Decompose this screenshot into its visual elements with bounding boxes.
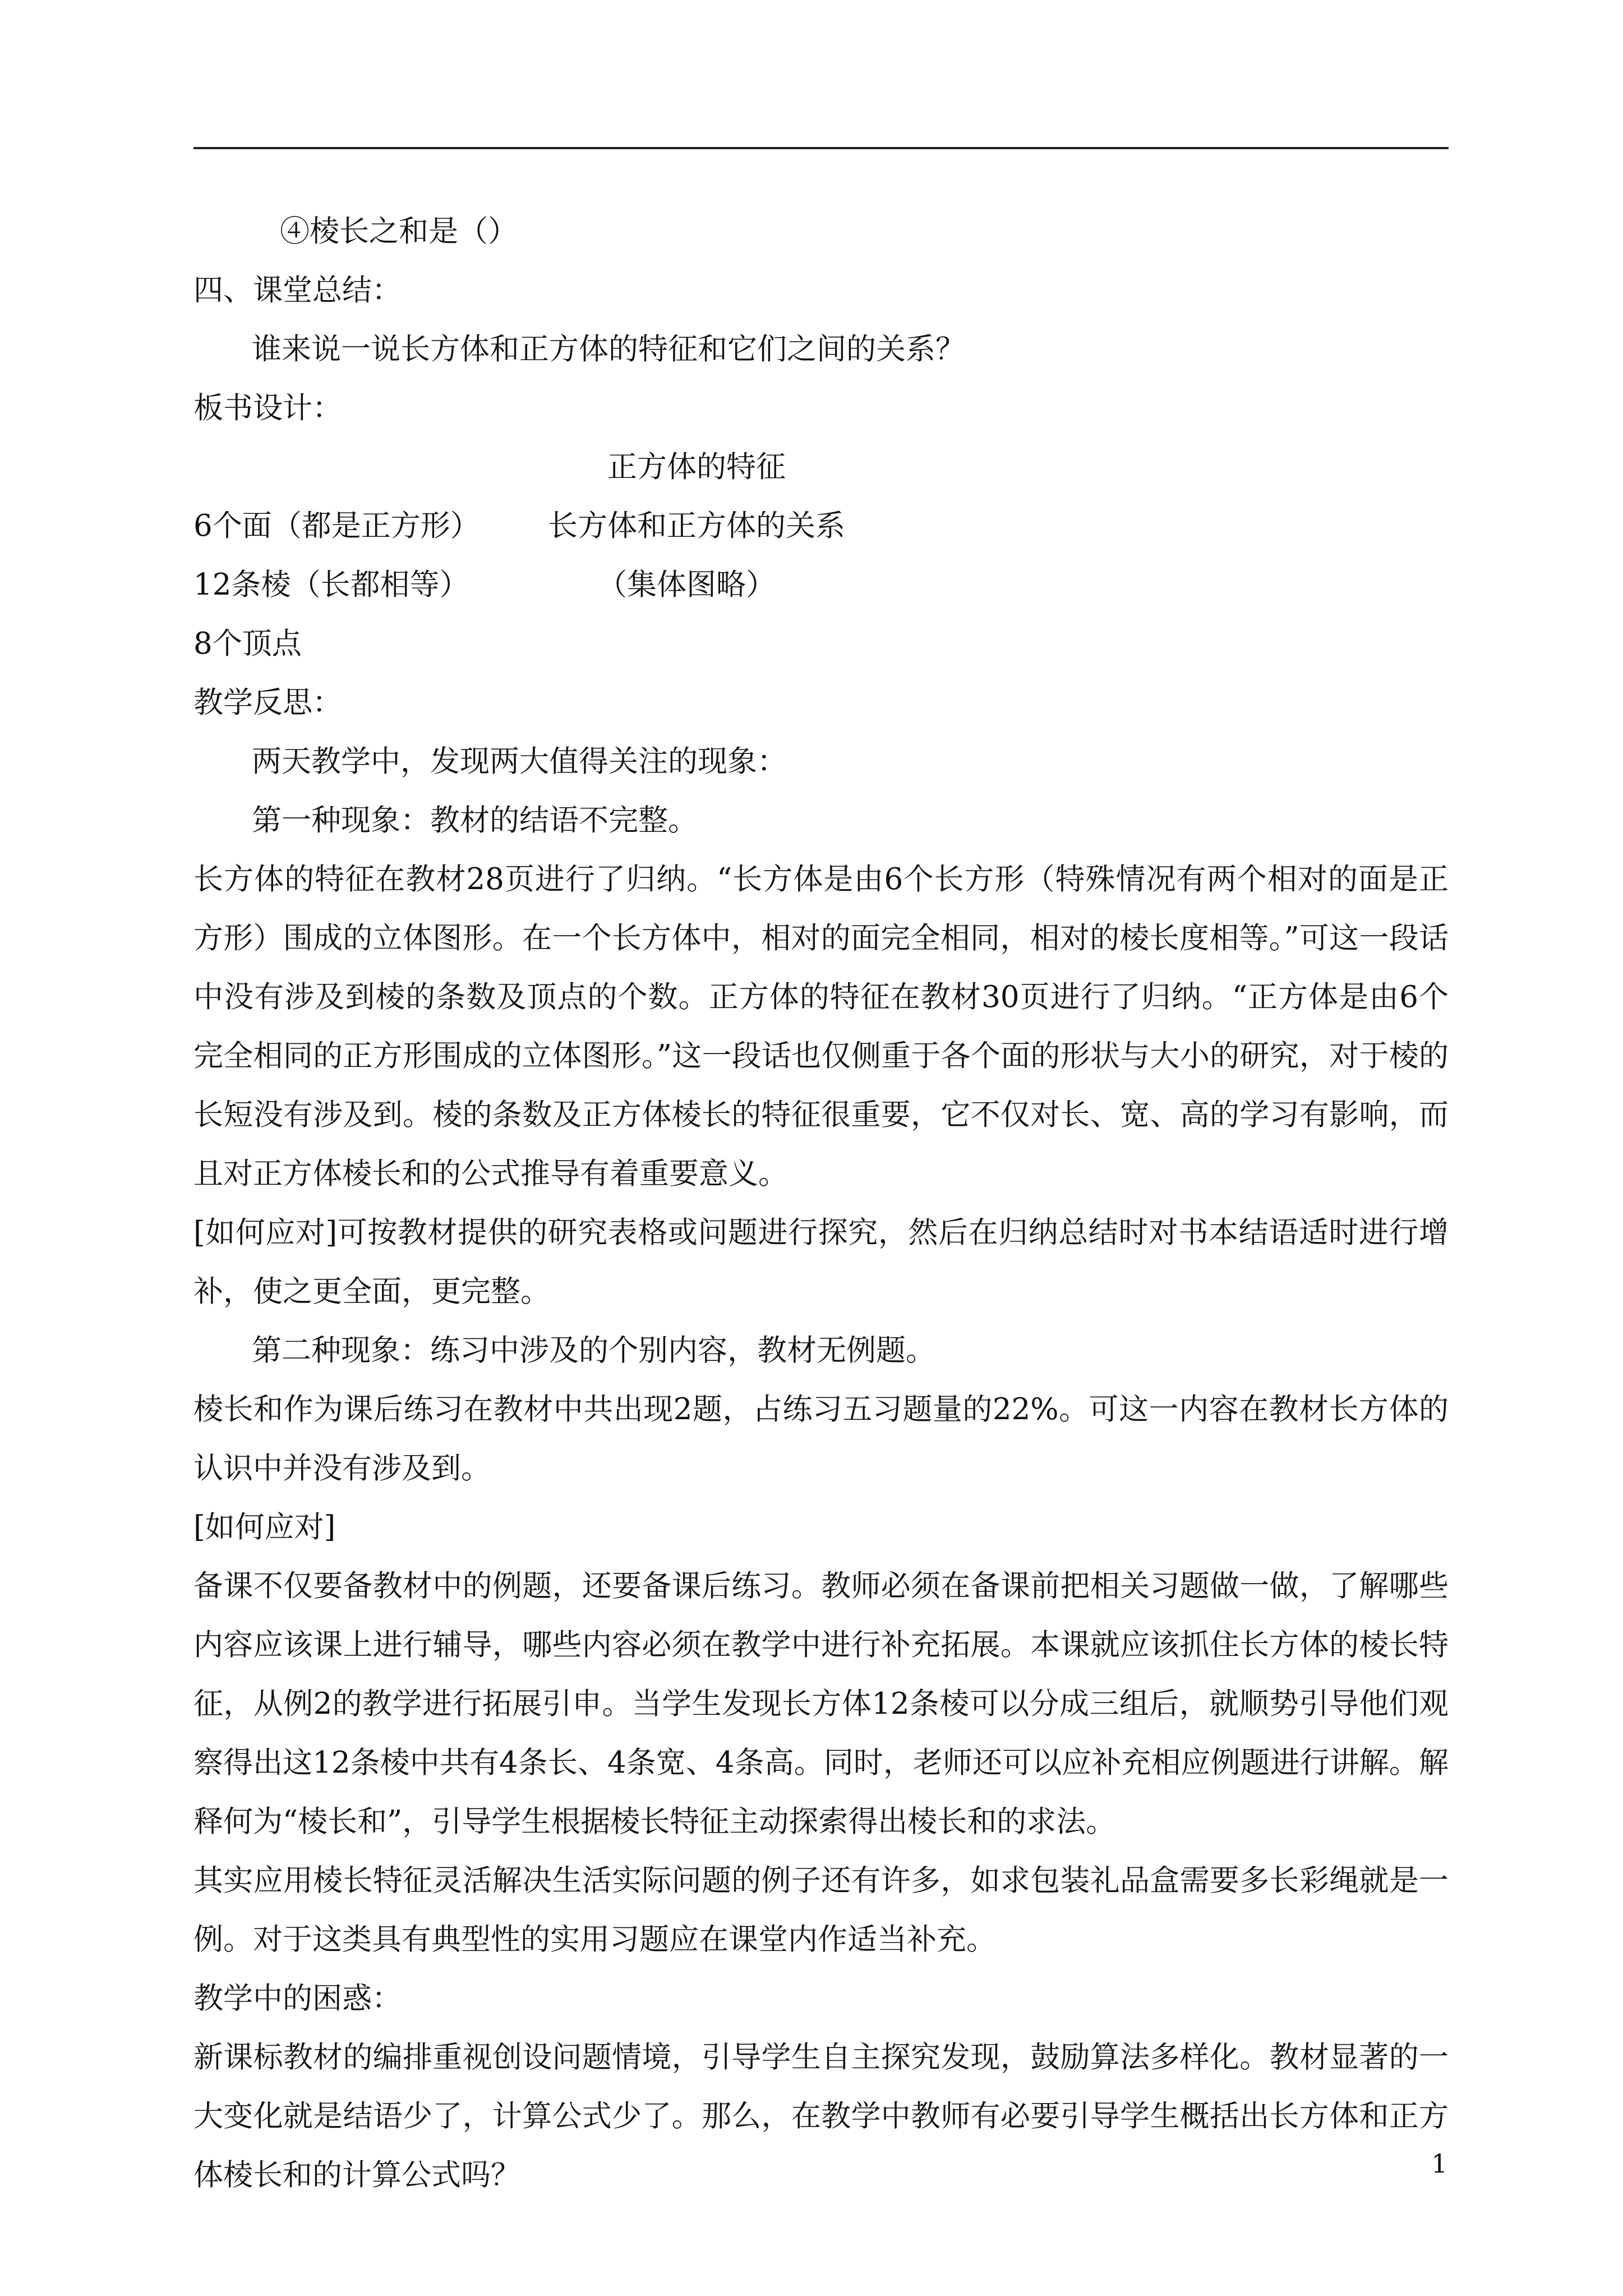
board-title: 正方体的特征 (607, 450, 786, 484)
board-edges: 12条棱（长都相等） (193, 568, 469, 602)
board-relation: 长方体和正方体的关系 (548, 509, 845, 543)
edge-sum-item: ④棱长之和是（） (280, 214, 518, 249)
phenomenon-two: 第二种现象：练习中涉及的个别内容，教材无例题。 (252, 1333, 935, 1368)
phenomenon-one: 第一种现象：教材的结语不完整。 (252, 803, 698, 838)
response-one: [如何应对]可按教材提供的研究表格或问题进行探究，然后在归纳总结时对书本结语适时进行增补，使之更全面，更完整。 (193, 1216, 1449, 1309)
document-body (193, 202, 1449, 2205)
reflection-intro: 两天教学中，发现两大值得关注的现象： (252, 744, 787, 779)
response-two-label: [如何应对] (193, 1510, 336, 1544)
board-figure: （集体图略） (597, 568, 776, 602)
paragraph-phenomenon-two: 棱长和作为课后练习在教材中共出现2题，占练习五习题量的22%。可这一内容在教材长方体的认识中并没有涉及到。 (193, 1392, 1449, 1485)
board-row-edges (193, 555, 1449, 614)
paragraph-confusion: 新课标教材的编排重视创设问题情境，引导学生自主探究发现，鼓励算法多样化。教材显著的一大变化就是结语少了，计算公式少了。那么，在教学中教师有必要引导学生概括出长方体和正方体棱长和的计算公式吗？ (193, 2040, 1449, 2192)
summary-question: 谁来说一说长方体和正方体的特征和它们之间的关系？ (252, 332, 965, 366)
paragraph-response-two: 备课不仅要备教材中的例题，还要备课后练习。教师必须在备课前把相关习题做一做，了解哪些内容应该课上进行辅导，哪些内容必须在教学中进行补充拓展。本课就应该抓住长方体的棱长特征，从例2的教学进行拓展引申。当学生发现长方体12条棱可以分成三组后，就顺势引导他们观察得出这12条棱中共有4条长、4条宽、4条高。同时，老师还可以应补充相应例题进行讲解。解释何为“棱长和”，引导学生根据棱长特征主动探索得出棱长和的求法。 (193, 1569, 1449, 1839)
paragraph-practical-examples: 其实应用棱长特征灵活解决生活实际问题的例子还有许多，如求包装礼品盒需要多长彩绳就是一例。对于这类具有典型性的实用习题应在课堂内作适当补充。 (193, 1864, 1449, 1957)
confusion-heading: 教学中的困惑： (193, 1981, 402, 2016)
paragraph-phenomenon-one: 长方体的特征在教材28页进行了归纳。“长方体是由6个长方形（特殊情况有两个相对的面是正方形）围成的立体图形。在一个长方体中，相对的面完全相同，相对的棱长度相等。”可这一段话中没有涉及到棱的条数及顶点的个数。正方体的特征在教材30页进行了归纳。“正方体是由6个完全相同的正方形围成的立体图形。”这一段话也仅侧重于各个面的形状与大小的研究，对于棱的长短没有涉及到。棱的条数及正方体棱长的特征很重要，它不仅对长、宽、高的学习有影响，而且对正方体棱长和的公式推导有着重要意义。 (193, 862, 1449, 1191)
board-design-heading: 板书设计： (193, 391, 342, 425)
section-heading-summary: 四、课堂总结： (193, 273, 402, 307)
header-rule (193, 147, 1449, 149)
board-row-faces (193, 496, 1449, 555)
page-number: 1 (1431, 2148, 1448, 2179)
board-title-row (193, 438, 1449, 496)
board-vertices: 8个顶点 (193, 627, 302, 661)
reflection-heading: 教学反思： (193, 685, 342, 720)
board-faces: 6个面（都是正方形） (193, 509, 480, 543)
